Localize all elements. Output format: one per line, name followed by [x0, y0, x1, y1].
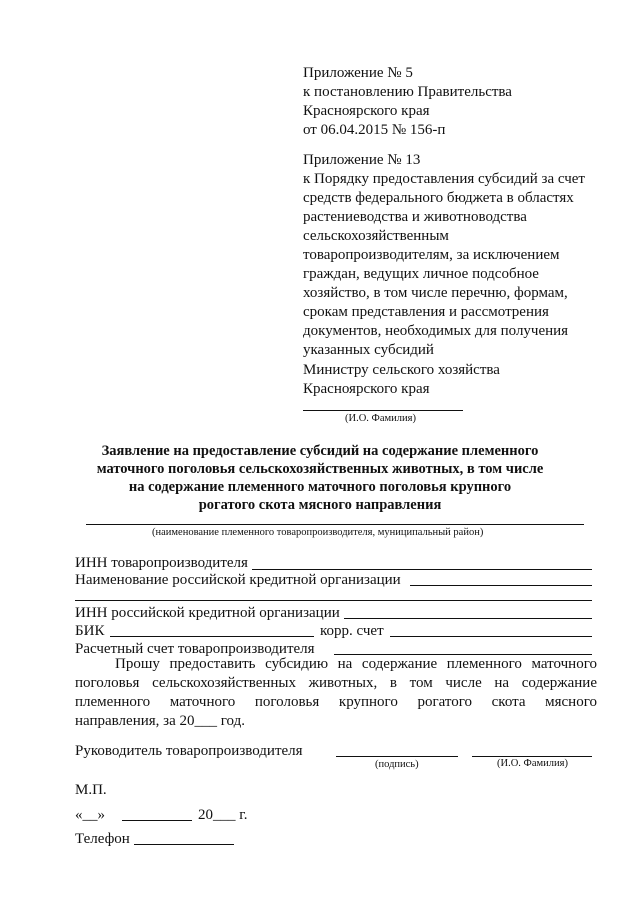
- bik-line[interactable]: [110, 636, 314, 637]
- date-day: «__»: [75, 807, 105, 823]
- appendix-13-header: [303, 151, 585, 360]
- appendix-13-line: граждан, ведущих личное подсобное: [303, 266, 539, 282]
- inn-producer-line[interactable]: [252, 569, 592, 570]
- request-line: поголовья сельскохозяйственных животных, в том числе на содержание: [75, 675, 597, 691]
- date-year: 20___ г.: [198, 807, 248, 823]
- request-line: направления, за 20___ год.: [75, 713, 245, 729]
- addressee-line: Министру сельского хозяйства: [303, 362, 500, 378]
- appendix-13-line: указанных субсидий: [303, 342, 434, 358]
- bank-name-continuation-line[interactable]: [75, 600, 592, 601]
- addressee: [303, 361, 500, 399]
- request-line: племенного маточного поголовья крупного рогатого скота мясного: [75, 694, 597, 710]
- corr-account-label: корр. счет: [320, 623, 384, 639]
- title-line: Заявление на предоставление субсидий на содержание племенного: [101, 443, 539, 459]
- inn-bank-line[interactable]: [344, 618, 592, 619]
- signature-line[interactable]: [336, 756, 458, 757]
- title-line: маточного поголовья сельскохозяйственных животных, в том числе: [96, 461, 544, 477]
- request-paragraph: [75, 655, 597, 731]
- appendix-5-line: Красноярского края: [303, 103, 430, 119]
- title-line: на содержание племенного маточного поголовья крупного: [128, 479, 512, 495]
- date-month-line[interactable]: [122, 820, 192, 821]
- inn-producer-label: ИНН товаропроизводителя: [75, 555, 248, 571]
- phone-label: Телефон: [75, 831, 130, 847]
- appendix-13-line: к Порядку предоставления субсидий за счет: [303, 171, 585, 187]
- corr-account-line[interactable]: [390, 636, 592, 637]
- request-line: Прошу предоставить субсидию на содержание племенного маточного: [115, 656, 597, 672]
- appendix-13-line: растениеводства и животноводства: [303, 209, 527, 225]
- appendix-13-line: срокам представления и рассмотрения: [303, 304, 549, 320]
- appendix-13-line: сельскохозяйственным: [303, 228, 449, 244]
- stamp-label: М.П.: [75, 782, 107, 798]
- addressee-caption: (И.О. Фамилия): [345, 413, 416, 424]
- phone-line[interactable]: [134, 844, 234, 845]
- bik-label: БИК: [75, 623, 105, 639]
- addressee-name-line: [303, 410, 463, 411]
- addressee-line: Красноярского края: [303, 381, 430, 397]
- appendix-5-line: от 06.04.2015 № 156-п: [303, 122, 446, 138]
- producer-caption: (наименование племенного товаропроизводителя, муниципальный район): [152, 527, 484, 538]
- producer-name-line: [86, 524, 584, 525]
- signature-caption: (подпись): [375, 759, 419, 770]
- signatory-name-line[interactable]: [472, 756, 592, 757]
- document-title: [80, 442, 560, 514]
- appendix-13-line: товаропроизводителям, за исключением: [303, 247, 560, 263]
- bank-name-label: Наименование российской кредитной организации: [75, 572, 401, 588]
- appendix-13-line: документов, необходимых для получения: [303, 323, 569, 339]
- signatory-name-caption: (И.О. Фамилия): [497, 758, 568, 769]
- title-line: рогатого скота мясного направления: [198, 497, 442, 513]
- appendix-5-header: [303, 64, 512, 140]
- inn-bank-label: ИНН российской кредитной организации: [75, 605, 340, 621]
- appendix-13-line: хозяйство, в том числе перечню, формам,: [303, 285, 568, 301]
- settlement-account-label: Расчетный счет товаропроизводителя: [75, 641, 315, 657]
- appendix-13-line: Приложение № 13: [303, 152, 421, 168]
- signature-label: Руководитель товаропроизводителя: [75, 743, 303, 759]
- appendix-5-line: Приложение № 5: [303, 65, 413, 81]
- appendix-13-line: средств федерального бюджета в областях: [303, 190, 574, 206]
- bank-name-line[interactable]: [410, 585, 592, 586]
- appendix-5-line: к постановлению Правительства: [303, 84, 512, 100]
